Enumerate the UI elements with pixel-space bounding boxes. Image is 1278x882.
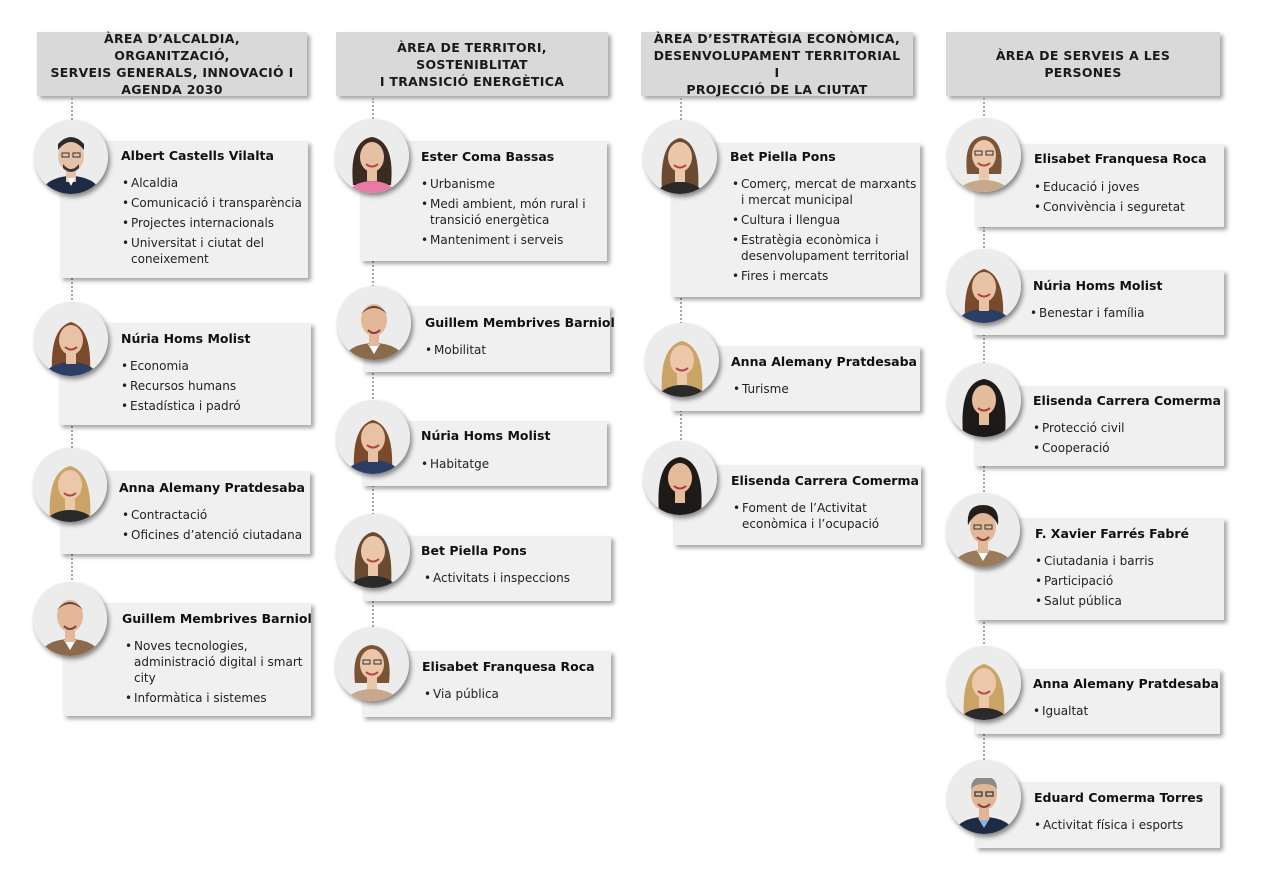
person-name: Núria Homs Molist <box>421 428 551 443</box>
portrait-avatar <box>337 286 411 360</box>
person-name: Anna Alemany Pratdesaba <box>1033 676 1219 691</box>
responsibility-item: • Projectes internacionals <box>122 215 304 231</box>
responsibility-list <box>732 176 918 288</box>
responsibility-item: • Benestar i família <box>1030 305 1216 321</box>
responsibility-item: • Contractació <box>122 507 308 523</box>
responsibility-list <box>1034 179 1220 219</box>
person-name: Ester Coma Bassas <box>421 149 555 164</box>
responsibility-list <box>122 175 304 271</box>
responsibility-item: • Participació <box>1035 573 1221 589</box>
area-header-estrategia: ÀREA D’ESTRATÈGIA ECONÒMICA, DESENVOLUPAMENT TERRITORIAL I PROJECCIÓ DE LA CIUTAT <box>641 32 913 96</box>
responsibility-item: • Medi ambient, món rural i transició energètica <box>421 196 601 228</box>
responsibility-item: • Economia <box>121 358 307 374</box>
responsibility-item: • Urbanisme <box>421 176 601 192</box>
responsibility-list <box>1030 305 1216 325</box>
portrait-avatar <box>643 120 717 194</box>
person-name: Anna Alemany Pratdesaba <box>119 480 305 495</box>
responsibility-list <box>425 342 605 362</box>
person-name: F. Xavier Farrés Fabré <box>1035 526 1189 541</box>
person-name: Eduard Comerma Torres <box>1034 790 1204 805</box>
responsibility-list <box>121 358 307 418</box>
responsibility-list <box>421 176 601 252</box>
responsibility-item: • Convivència i seguretat <box>1034 199 1220 215</box>
person-name: Elisenda Carrera Comerma <box>731 473 919 488</box>
person-name: Elisabet Franquesa Roca <box>422 659 595 674</box>
portrait-avatar <box>946 493 1020 567</box>
person-name: Anna Alemany Pratdesaba <box>731 354 917 369</box>
portrait-avatar <box>947 363 1021 437</box>
person-name: Guillem Membrives Barniol <box>122 611 312 626</box>
responsibility-list <box>424 570 604 590</box>
responsibility-list <box>1033 420 1219 460</box>
person-name: Núria Homs Molist <box>1033 278 1163 293</box>
responsibility-item: • Activitats i inspeccions <box>424 570 604 586</box>
responsibility-item: • Habitatge <box>421 456 601 472</box>
responsibility-list <box>1035 553 1221 613</box>
person-name: Elisenda Carrera Comerma <box>1033 393 1221 408</box>
responsibility-item: • Recursos humans <box>121 378 307 394</box>
responsibility-item: • Activitat física i esports <box>1034 817 1214 833</box>
portrait-avatar <box>947 118 1021 192</box>
responsibility-item: • Estadística i padró <box>121 398 307 414</box>
person-name: Bet Piella Pons <box>730 149 836 164</box>
portrait-avatar <box>947 249 1021 323</box>
responsibility-item: • Universitat i ciutat del coneixement <box>122 235 304 267</box>
responsibility-item: • Estratègia econòmica i desenvolupament territorial <box>732 232 918 264</box>
responsibility-list <box>424 686 604 706</box>
portrait-avatar <box>336 400 410 474</box>
responsibility-item: • Igualtat <box>1033 703 1213 719</box>
person-name: Guillem Membrives Barniol <box>425 315 615 330</box>
person-name: Bet Piella Pons <box>421 543 527 558</box>
portrait-avatar <box>34 302 108 376</box>
responsibility-list <box>733 381 913 401</box>
responsibility-item: • Noves tecnologies, administració digital i smart city <box>125 638 305 686</box>
responsibility-list <box>421 456 601 476</box>
responsibility-item: • Foment de l’Activitat econòmica i l’ocupació <box>733 500 893 532</box>
responsibility-list <box>125 638 305 710</box>
responsibility-item: • Comunicació i transparència <box>122 195 304 211</box>
portrait-avatar <box>336 514 410 588</box>
portrait-avatar <box>34 120 108 194</box>
portrait-avatar <box>947 646 1021 720</box>
area-header-serveis-persones: ÀREA DE SERVEIS A LES PERSONES <box>946 32 1220 96</box>
responsibility-list <box>1033 703 1213 723</box>
responsibility-item: • Manteniment i serveis <box>421 232 601 248</box>
portrait-avatar <box>335 627 409 701</box>
responsibility-item: • Cultura i llengua <box>732 212 918 228</box>
responsibility-item: • Educació i joves <box>1034 179 1220 195</box>
responsibility-item: • Mobilitat <box>425 342 605 358</box>
responsibility-item: • Salut pública <box>1035 593 1221 609</box>
responsibility-item: • Fires i mercats <box>732 268 918 284</box>
responsibility-item: • Oficines d’atenció ciutadana <box>122 527 308 543</box>
responsibility-item: • Cooperació <box>1033 440 1219 456</box>
portrait-avatar <box>643 441 717 515</box>
person-name: Albert Castells Vilalta <box>121 148 274 163</box>
responsibility-list <box>1034 817 1214 837</box>
portrait-avatar <box>33 448 107 522</box>
responsibility-item: • Turisme <box>733 381 913 397</box>
area-header-alcaldia: ÀREA D’ALCALDIA, ORGANITZACIÓ, SERVEIS GENERALS, INNOVACIÓ I AGENDA 2030 <box>37 32 307 96</box>
responsibility-item: • Ciutadania i barris <box>1035 553 1221 569</box>
responsibility-item: • Comerç, mercat de marxants i mercat municipal <box>732 176 918 208</box>
responsibility-item: • Via pública <box>424 686 604 702</box>
responsibility-item: • Alcaldia <box>122 175 304 191</box>
portrait-avatar <box>947 760 1021 834</box>
person-name: Elisabet Franquesa Roca <box>1034 151 1207 166</box>
portrait-avatar <box>335 119 409 193</box>
portrait-avatar <box>645 323 719 397</box>
responsibility-item: • Protecció civil <box>1033 420 1219 436</box>
responsibility-list <box>733 500 893 536</box>
person-name: Núria Homs Molist <box>121 331 251 346</box>
responsibility-list <box>122 507 308 547</box>
area-header-territori: ÀREA DE TERRITORI, SOSTENIBLITAT I TRANSICIÓ ENERGÈTICA <box>336 32 608 96</box>
responsibility-item: • Informàtica i sistemes <box>125 690 305 706</box>
portrait-avatar <box>33 582 107 656</box>
